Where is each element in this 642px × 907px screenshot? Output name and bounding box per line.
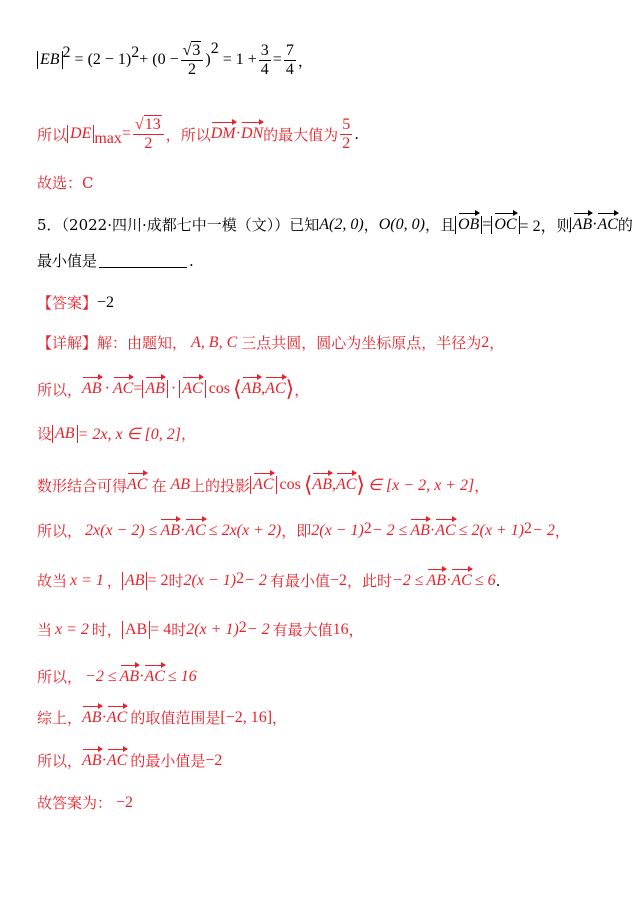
text: 时 [171, 621, 187, 639]
fraction-3-4 [259, 42, 271, 79]
text: 的最小值是 [130, 752, 206, 770]
vector-ab: AB [241, 380, 262, 397]
detail-label: 【详解】 [37, 334, 98, 352]
point-o: O(0, 0) [378, 215, 425, 233]
problem-line-1 [37, 213, 633, 236]
step-9: 所以， AB · AC 的最小值是 −2 [37, 751, 223, 770]
radicand: 13 [144, 116, 161, 133]
sup: 2 [236, 570, 245, 587]
vector-ac: AC [253, 476, 274, 493]
numerator: 3 [260, 41, 269, 59]
range: ∈ [x − 2, x + 2] [368, 477, 475, 494]
expr: = 4 [150, 620, 172, 638]
vector-ac: AC [106, 751, 128, 769]
radicand: 3 [192, 42, 201, 59]
text: 设 [37, 425, 53, 443]
cos: cos [208, 380, 231, 397]
expr: 2(x + 1) [186, 620, 239, 638]
text: ，所以 [165, 125, 211, 144]
sup: 2 [62, 44, 71, 61]
text: 时， [91, 621, 122, 639]
punct: ， [106, 572, 122, 590]
step-5: 故当 x = 1 ， AB = 2 时 2(x − 1) 2 − 2 有最小值 −2 ，此时 −2 ≤ AB · AC ≤ 6 . [37, 570, 501, 590]
step-8: 综上， AB · AC 的取值范围是 [−2, 16] ， [37, 708, 288, 727]
step-2 [37, 423, 196, 444]
punct: ， [489, 334, 505, 352]
vector-ab: AB [82, 380, 102, 397]
vector-ab: AB [82, 708, 102, 726]
choice-line [37, 172, 93, 193]
answer-value: −2 [97, 293, 115, 311]
text: 当 [37, 621, 53, 639]
vector-ab: AB [410, 521, 430, 539]
vector-ac: AC [106, 708, 128, 726]
text: 故当 [37, 572, 68, 590]
sup: 2 [363, 520, 372, 537]
step-4: 所以， 2x(x − 2) ≤ AB · AC ≤ 2x(x + 2) ，即 2(x − 1) 2 − 2 ≤ AB · AC ≤ 2(x + 1) 2 − 2 ， [37, 520, 570, 540]
text: 时 [168, 572, 184, 590]
max-value: 16 [332, 620, 349, 638]
value: −2 [116, 793, 134, 811]
denominator: 4 [260, 60, 269, 78]
expr: + (0 − [139, 51, 179, 68]
text: 有最大值 [272, 621, 333, 639]
dot: · [592, 215, 598, 233]
punct: . [495, 571, 501, 590]
sup: 2 [524, 520, 533, 537]
punct: ， [554, 522, 570, 540]
subscript: max [94, 130, 122, 147]
denominator: 2 [188, 61, 197, 78]
answer-blank [99, 253, 187, 268]
radius: 2 [481, 333, 490, 351]
expr: −2 ≤ [391, 571, 424, 589]
problem-line-2 [37, 250, 194, 271]
vector-oc: OC [494, 215, 517, 233]
punct: ， [474, 476, 490, 495]
expr: = 2，则 [519, 218, 573, 235]
expr: = 2x, x ∈ [0, 2] [77, 425, 181, 443]
text: ，此时 [346, 572, 392, 590]
expr: 2x(x − 2) ≤ [85, 521, 158, 539]
text: 的最大值为 [263, 125, 339, 144]
step-3: 数形结合可得 AC 在 AB 上的投影 AC cos ⟨ AB , AC ⟩ ∈ [x − 2, x + 2] ， [37, 472, 490, 497]
text: 有最小值 [269, 572, 330, 590]
text: 综上， [37, 709, 83, 727]
answer-label: 【答案】 [37, 294, 98, 312]
fraction-5-2 [340, 116, 352, 153]
problem-text: 最小值是 [37, 252, 98, 270]
punct: . [354, 125, 359, 143]
cos: cos [279, 476, 301, 493]
expr: = [121, 125, 131, 142]
step-1: 所以， AB · AC = AB · AC cos ⟨ AB , AC ⟩ ， [37, 376, 310, 401]
point-a: A(2, 0) [319, 215, 364, 233]
ab-abs: AB [122, 572, 148, 590]
fraction-7-4 [284, 42, 296, 79]
de-abs: DE [67, 125, 94, 143]
expr: −2 ≤ [85, 667, 117, 685]
text: 数形结合可得 [37, 476, 128, 495]
range: [−2, 16] [220, 708, 273, 726]
expr: ≤ 6 [474, 571, 496, 589]
expr: = 1 + [222, 51, 257, 68]
vector-ac: AC [127, 476, 148, 493]
text: 所以， [37, 380, 83, 399]
vector-ac: AC [144, 667, 165, 685]
vector-dn: DN [240, 125, 264, 142]
sup: 2 [131, 44, 140, 61]
numerator: 7 [285, 41, 294, 59]
expr: 2(x − 1) [311, 521, 364, 539]
vector-dm: DM [210, 125, 236, 142]
ab-abs: AB [122, 621, 150, 639]
dot: · [235, 125, 241, 142]
vector-ab: AB [312, 476, 332, 493]
problem-text: 的 [617, 216, 633, 234]
vector-ab: AB [160, 521, 180, 539]
ab-abs: AB [52, 425, 78, 443]
vector-ac: AC [185, 521, 206, 539]
text: ，即 [281, 522, 312, 540]
problem-text: ，且 [424, 216, 455, 234]
final-answer [37, 792, 133, 813]
expr: = [272, 51, 282, 68]
expr: − 2 [532, 521, 555, 539]
vector-ab: AB [82, 751, 102, 769]
punct: ， [272, 709, 288, 727]
vector-ac: AC [265, 380, 286, 397]
vector-ac: AC [112, 380, 134, 397]
punct: . [189, 251, 194, 270]
sup: 2 [238, 619, 247, 636]
vector-ac: AC [435, 521, 456, 539]
vector-ab: AB [119, 667, 140, 685]
denominator: 2 [144, 135, 153, 152]
step-6 [37, 619, 364, 640]
text: 的取值范围是 [130, 709, 221, 727]
punct: ， [363, 216, 379, 234]
dot: · [170, 380, 177, 397]
fraction-sqrt13-over-2: √ 13 2 [133, 115, 164, 153]
eq-eb [37, 38, 313, 82]
problem-text: 5．（2022·四川·成都七中一模（文））已知 [37, 216, 320, 234]
text: 所以， [37, 752, 83, 770]
vector-ab: AB [426, 571, 447, 589]
vector-ac: AC [335, 476, 357, 493]
vector-ac: AC [182, 380, 203, 397]
segment-ab: AB [170, 476, 191, 493]
text: 解：由题知， [97, 334, 188, 352]
vector-ac: AC [597, 215, 618, 233]
text: 在 [151, 476, 167, 495]
expr: ≤ 16 [167, 667, 197, 685]
vector-ab: AB [572, 215, 593, 233]
value: −2 [205, 751, 223, 769]
denominator: 4 [285, 60, 294, 78]
de-max-line [37, 112, 359, 156]
expr: ≤ 2(x + 1) [458, 521, 525, 539]
choice-text: 故选：C [37, 174, 94, 192]
expr: ) [205, 51, 211, 68]
expr: = [482, 215, 492, 233]
answer-line [37, 292, 114, 313]
vector-ab: AB [145, 380, 165, 397]
sup: 2 [210, 40, 219, 57]
expr: 2(x − 1) [183, 571, 237, 589]
expr: − 2 ≤ [371, 521, 408, 539]
numerator: 5 [342, 115, 351, 133]
min-value: −2 [329, 571, 347, 589]
step-7: 所以， −2 ≤ AB · AC ≤ 16 [37, 667, 197, 686]
dot: · [104, 380, 110, 397]
vector-ac: AC [451, 571, 472, 589]
text: 所以 [37, 125, 68, 144]
text: 上的投影 [190, 476, 251, 495]
punct: ， [297, 51, 313, 70]
expr: x = 2 [55, 620, 89, 638]
denominator: 2 [342, 134, 351, 152]
text: 故答案为： [37, 794, 113, 812]
text: 三点共圆，圆心为坐标原点，半径为 [241, 334, 482, 352]
text: 所以， [37, 668, 83, 686]
detail-line [37, 332, 504, 353]
punct: ， [180, 425, 196, 443]
expr: − 2 [244, 571, 267, 589]
punct: ， [294, 380, 310, 399]
expr: = [133, 380, 143, 397]
expr: = 2 [147, 571, 169, 589]
vector-ob: OB [457, 215, 480, 233]
expr: ≤ 2x(x + 2) [208, 521, 282, 539]
eb-abs: EB [37, 51, 63, 69]
expr: = (2 − 1) [74, 51, 132, 68]
expr: − 2 [246, 620, 270, 638]
expr: x = 1 [70, 571, 104, 589]
text: 所以， [37, 522, 83, 540]
punct: ， [348, 621, 364, 639]
fraction-sqrt3-over-2: √ 3 2 [181, 41, 204, 79]
points: A, B, C [191, 333, 238, 351]
